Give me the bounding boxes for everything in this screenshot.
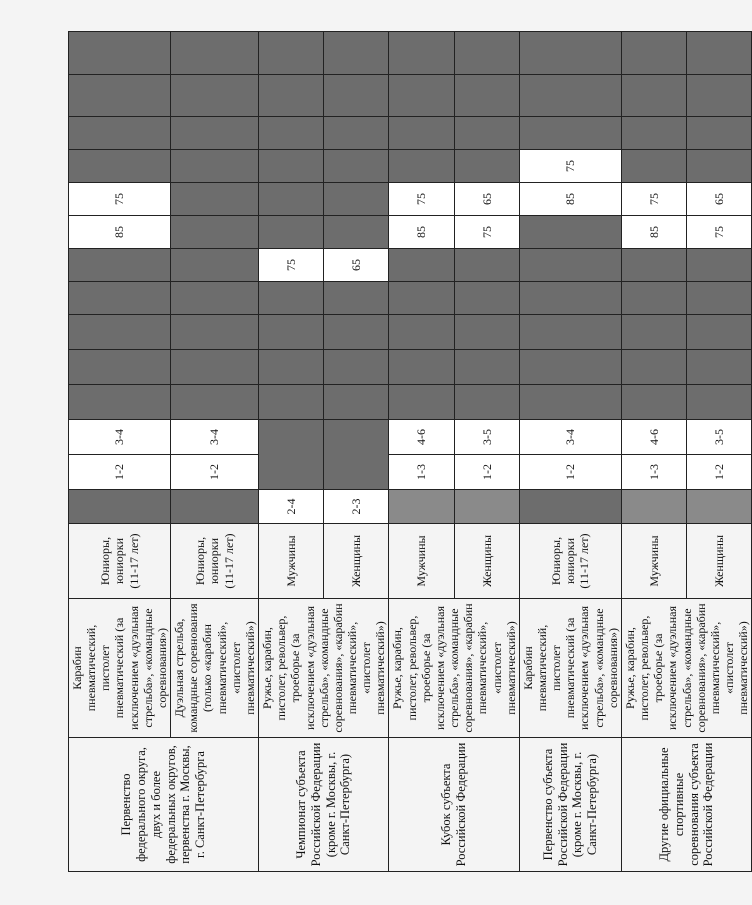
rank-cell: 1-2: [454, 455, 519, 490]
points-cell: 65: [687, 183, 752, 216]
cell-shaded: [621, 315, 686, 350]
row-subject-junior-championship: [519, 32, 621, 872]
points-cell: 85: [519, 183, 621, 216]
rank-cell: 1-3: [621, 455, 686, 490]
cell-shaded: [454, 249, 519, 282]
cell-shaded: [454, 150, 519, 183]
cell-shaded: [389, 150, 454, 183]
points-cell: 65: [324, 249, 389, 282]
cell-shaded: [324, 315, 389, 350]
cell-shaded: [687, 249, 752, 282]
group-juniors: Юниоры, юниорки (11-17 лет): [171, 524, 259, 599]
cell-shaded: [687, 385, 752, 420]
cell-shaded: [687, 150, 752, 183]
cell-shaded: [519, 385, 621, 420]
discipline-general: Ружье, карабин, пистолет, револьвер, троеборье (за исключением «дуэльная стрельба», «командные соревнования», «карабин пневматический», «пистолет пневматический»): [621, 599, 751, 738]
cell-shaded: [621, 385, 686, 420]
cell-shaded: [454, 490, 519, 524]
cell-shaded: [259, 117, 324, 150]
cell-shaded: [687, 117, 752, 150]
cell-shaded: [519, 249, 621, 282]
cell-shaded: [171, 150, 259, 183]
cell-shaded: [324, 282, 389, 315]
row-subject-championship-men: [259, 32, 324, 872]
cell-shaded: [454, 75, 519, 117]
points-cell: 85: [621, 216, 686, 249]
cell-shaded: [324, 420, 389, 490]
cell-shaded: [519, 75, 621, 117]
cell-shaded: [454, 32, 519, 75]
discipline-general: Ружье, карабин, пистолет, револьвер, троеборье (за исключением «дуэльная стрельба», «командные соревнования», «карабин пневматический», «пистолет пневматический»): [259, 599, 389, 738]
cell-shaded: [171, 350, 259, 385]
row-federal-district-a: [69, 32, 171, 872]
cell-shaded: [171, 490, 259, 524]
cell-shaded: [69, 315, 171, 350]
cell-shaded: [171, 75, 259, 117]
discipline-air: Карабин пневматический, пистолет пневматический (за исключением «дуэльная стрельба», «командные соревнования»): [69, 599, 171, 738]
rotated-table-wrapper: [68, 42, 751, 872]
points-cell: 75: [69, 183, 171, 216]
rank-cell: 3-5: [687, 420, 752, 455]
cell-shaded: [621, 150, 686, 183]
cell-shaded: [519, 315, 621, 350]
cell-shaded: [389, 350, 454, 385]
cell-shaded: [454, 350, 519, 385]
cell-shaded: [171, 282, 259, 315]
cell-shaded: [389, 385, 454, 420]
cell-shaded: [389, 32, 454, 75]
discipline-general: Ружье, карабин, пистолет, револьвер, троеборье (за исключением «дуэльная стрельба», «командные соревнования», «карабин пневматический», «пистолет пневматический»): [389, 599, 519, 738]
cell-shaded: [519, 32, 621, 75]
cell-shaded: [69, 150, 171, 183]
rank-cell: 3-4: [519, 420, 621, 455]
cell-shaded: [259, 150, 324, 183]
group-juniors: Юниоры, юниорки (11-17 лет): [519, 524, 621, 599]
rank-cell: 4-6: [621, 420, 686, 455]
competition-subject-championship: Чемпионат субъекта Российской Федерации (кроме г. Москвы, г. Санкт-Петербурга): [259, 738, 389, 872]
cell-shaded: [171, 117, 259, 150]
cell-shaded: [69, 490, 171, 524]
rank-cell: 1-2: [69, 455, 171, 490]
cell-shaded: [324, 350, 389, 385]
cell-shaded: [687, 32, 752, 75]
discipline-duel: Дуэльная стрельба, командные соревнования (только «карабин пневматический», «пистолет пневматический»): [171, 599, 259, 738]
cell-shaded: [324, 32, 389, 75]
cell-shaded: [324, 183, 389, 216]
cell-shaded: [519, 216, 621, 249]
rank-cell: 1-2: [519, 455, 621, 490]
group-juniors: Юниоры, юниорки (11-17 лет): [69, 524, 171, 599]
rank-cell: 2-4: [259, 490, 324, 524]
cell-shaded: [687, 315, 752, 350]
group-women: Женщины: [324, 524, 389, 599]
cell-shaded: [69, 385, 171, 420]
cell-shaded: [324, 150, 389, 183]
cell-shaded: [69, 32, 171, 75]
cell-shaded: [171, 216, 259, 249]
points-cell: 85: [389, 216, 454, 249]
rank-cell: 4-6: [389, 420, 454, 455]
cell-shaded: [454, 117, 519, 150]
cell-shaded: [454, 385, 519, 420]
cell-shaded: [519, 282, 621, 315]
cell-shaded: [389, 249, 454, 282]
rank-cell: 2-3: [324, 490, 389, 524]
points-cell: 75: [621, 183, 686, 216]
group-men: Мужчины: [259, 524, 324, 599]
cell-shaded: [621, 117, 686, 150]
cell-shaded: [324, 75, 389, 117]
cell-shaded: [621, 75, 686, 117]
cell-shaded: [389, 282, 454, 315]
cell-shaded: [687, 75, 752, 117]
competition-subject-junior: Первенство субъекта Российской Федерации (кроме г. Москвы, г. Санкт-Петербурга): [519, 738, 621, 872]
cell-shaded: [171, 32, 259, 75]
cell-shaded: [621, 490, 686, 524]
cell-shaded: [259, 350, 324, 385]
points-cell: 75: [519, 150, 621, 183]
group-men: Мужчины: [621, 524, 686, 599]
cell-shaded: [621, 32, 686, 75]
row-other-competitions-men: [621, 32, 686, 872]
cell-shaded: [69, 282, 171, 315]
points-cell: 85: [69, 216, 171, 249]
cell-shaded: [687, 350, 752, 385]
cell-shaded: [69, 117, 171, 150]
cell-shaded: [324, 385, 389, 420]
cell-shaded: [324, 117, 389, 150]
points-cell: 65: [454, 183, 519, 216]
row-subject-cup-men: [389, 32, 454, 872]
competition-federal-district: Первенство федерального округа, двух и более федеральных округов, первенства г. Москвы, г. Санкт-Петербурга: [69, 738, 259, 872]
qualification-table: [68, 31, 752, 872]
cell-shaded: [324, 216, 389, 249]
cell-shaded: [519, 117, 621, 150]
cell-shaded: [687, 282, 752, 315]
cell-shaded: [171, 249, 259, 282]
cell-shaded: [259, 183, 324, 216]
cell-shaded: [259, 282, 324, 315]
competition-subject-cup: Кубок субъекта Российской Федерации: [389, 738, 519, 872]
cell-shaded: [454, 315, 519, 350]
cell-shaded: [621, 282, 686, 315]
cell-shaded: [259, 32, 324, 75]
cell-shaded: [259, 216, 324, 249]
cell-shaded: [389, 117, 454, 150]
group-women: Женщины: [454, 524, 519, 599]
cell-shaded: [621, 350, 686, 385]
cell-shaded: [259, 315, 324, 350]
cell-shaded: [171, 385, 259, 420]
cell-shaded: [389, 75, 454, 117]
group-women: Женщины: [687, 524, 752, 599]
points-cell: 75: [259, 249, 324, 282]
competition-other-official: Другие официальные спортивные соревнования субъекта Российской Федерации: [621, 738, 751, 872]
cell-shaded: [259, 420, 324, 490]
cell-shaded: [69, 350, 171, 385]
cell-shaded: [69, 75, 171, 117]
rank-cell: 3-4: [69, 420, 171, 455]
cell-shaded: [69, 249, 171, 282]
cell-shaded: [259, 75, 324, 117]
cell-shaded: [259, 385, 324, 420]
rank-cell: 3-4: [171, 420, 259, 455]
rank-cell: 1-2: [171, 455, 259, 490]
discipline-air: Карабин пневматический, пистолет пневматический (за исключением «дуэльная стрельба», «командные соревнования»): [519, 599, 621, 738]
rank-cell: 1-2: [687, 455, 752, 490]
cell-shaded: [171, 183, 259, 216]
points-cell: 75: [687, 216, 752, 249]
cell-shaded: [454, 282, 519, 315]
points-cell: 75: [454, 216, 519, 249]
cell-shaded: [389, 315, 454, 350]
cell-shaded: [171, 315, 259, 350]
cell-shaded: [519, 350, 621, 385]
cell-shaded: [389, 490, 454, 524]
rank-cell: 1-3: [389, 455, 454, 490]
group-men: Мужчины: [389, 524, 454, 599]
rank-cell: 3-5: [454, 420, 519, 455]
cell-shaded: [621, 249, 686, 282]
cell-shaded: [687, 490, 752, 524]
cell-shaded: [519, 490, 621, 524]
points-cell: 75: [389, 183, 454, 216]
